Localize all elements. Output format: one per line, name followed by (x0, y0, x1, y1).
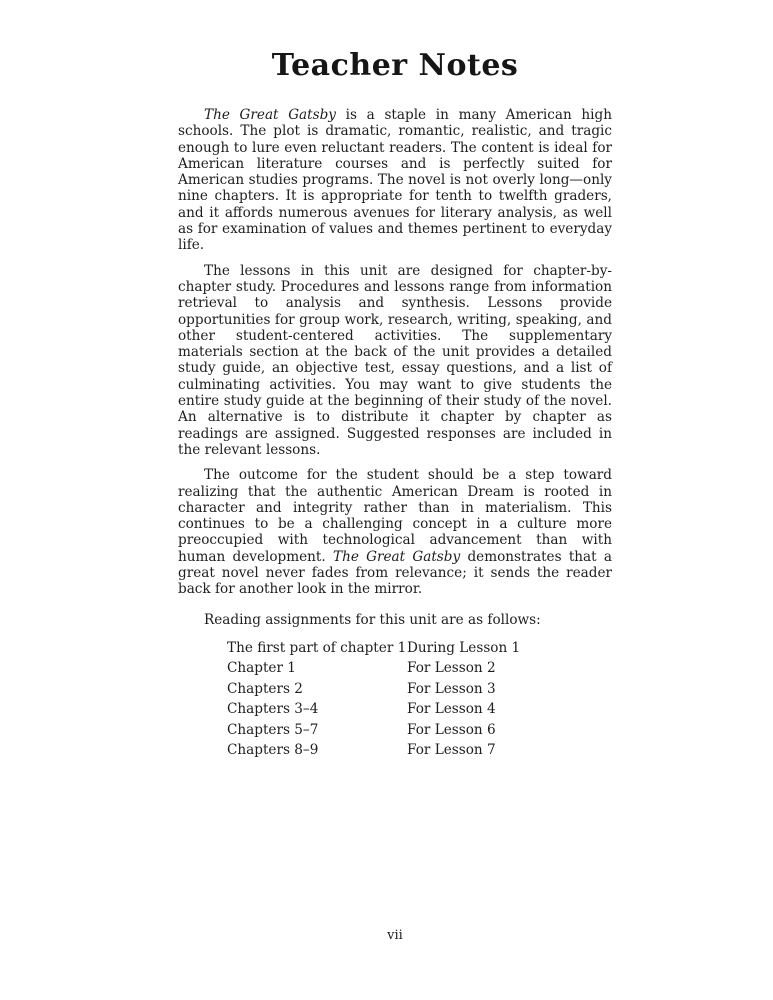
book-title-italic: The Great Gatsby (204, 107, 336, 123)
assignment-row (227, 681, 612, 702)
paragraph (178, 467, 612, 597)
assignment-lesson: For Lesson 6 (407, 721, 496, 738)
assignment-row (227, 742, 612, 763)
paragraph-text: demonstrates that a great novel never fades from relevance; it sends the reader back for another look in the mirror. (178, 548, 612, 598)
assignment-reading: The first part of chapter 1 (227, 639, 407, 656)
assignment-row (227, 722, 612, 743)
assignment-row (227, 640, 612, 661)
page-number: vii (387, 928, 403, 943)
paragraph (178, 107, 612, 254)
assignment-lesson: For Lesson 3 (407, 680, 496, 697)
assignment-lesson: For Lesson 2 (407, 660, 496, 677)
body-paragraphs (178, 107, 612, 598)
paragraph-text: The lessons in this unit are designed for chapter-by-chapter study. Procedures and lessons range from information retrieval to analysis and synthesis. Lessons provide opportunities for group work, research, writing, speaking, and other student-centered activities. The supplementary materials section at the back of the unit provides a detailed study guide, an objective test, essay questions, and a list of culminating activities. You may want to give students the entire study guide at the beginning of their study of the novel. An alternative is to distribute it chapter by chapter as readings are assigned. Suggested responses are included in the relevant lessons. (178, 262, 612, 458)
reading-assignments-list (227, 640, 612, 763)
paragraph-text: is a staple in many American high schools. The plot is dramatic, romantic, realistic, and tragic enough to lure even reluctant readers. The content is ideal for American literature courses and is perfectly suited for American studies programs. The novel is not overly long—only nine chapters. It is appropriate for tenth to twelfth graders, and it affords numerous avenues for literary analysis, as well as for examination of values and themes pertinent to everyday life. (178, 107, 612, 254)
assignment-reading: Chapters 2 (227, 680, 303, 697)
assignment-reading: Chapters 3–4 (227, 701, 319, 718)
assignment-row (227, 701, 612, 722)
assignment-row (227, 660, 612, 681)
assignment-reading: Chapters 5–7 (227, 721, 319, 738)
assignment-reading: Chapter 1 (227, 660, 296, 677)
paragraph-text: The outcome for the student should be a step toward realizing that the authentic American Dream is rooted in character and integrity rather than in materialism. This continues to be a challenging concept in a culture more preoccupied with technological advancement than with human development. (178, 467, 612, 565)
content-column (178, 48, 612, 763)
page-title: Teacher Notes (271, 48, 519, 83)
assignment-lesson: For Lesson 4 (407, 701, 496, 718)
assignment-lesson: For Lesson 7 (407, 742, 496, 759)
assignment-reading: Chapters 8–9 (227, 742, 319, 759)
assignment-lesson: During Lesson 1 (407, 639, 521, 656)
book-title-italic: The Great Gatsby (333, 548, 461, 565)
reading-assignments-intro: Reading assignments for this unit are as follows: (204, 611, 541, 628)
paragraph (178, 263, 612, 459)
